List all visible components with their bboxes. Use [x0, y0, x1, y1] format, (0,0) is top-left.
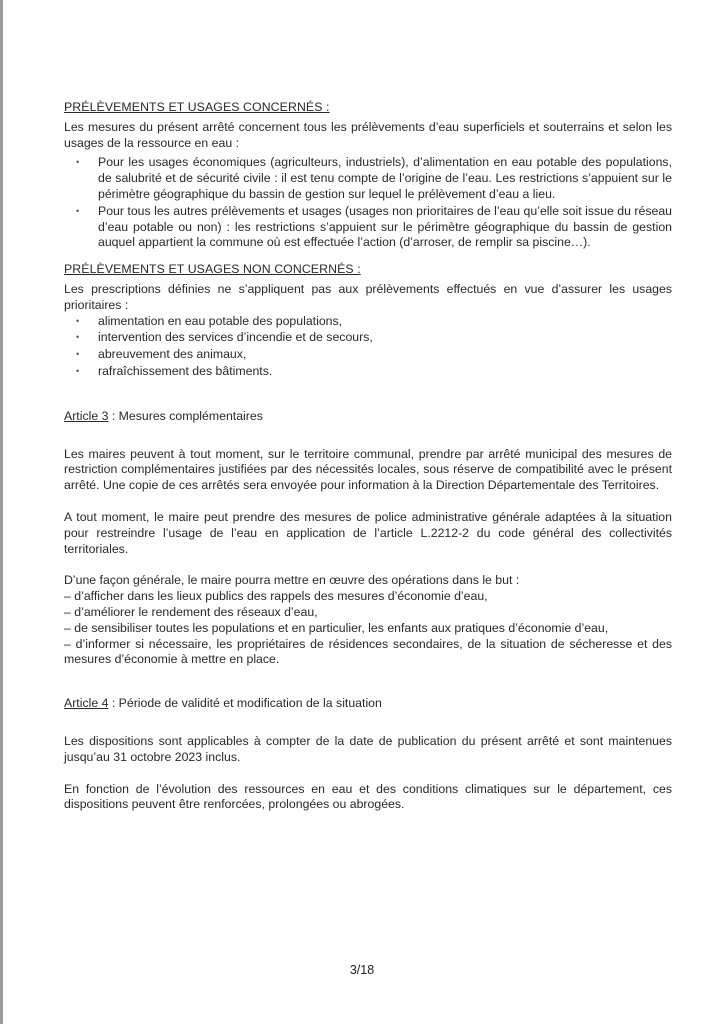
paragraph-non-concernes-intro: Les prescriptions définies ne s’appliquent pas aux prélèvements effectués en vue d’assurer les usages prioritaires :: [64, 281, 672, 312]
paragraph-concernes-intro: Les mesures du présent arrêté concernent tous les prélèvements d’eau superficiels et souterrains et selon les usages de la ressource en eau :: [64, 119, 672, 150]
article-4-label: Article 4: [64, 696, 109, 711]
list-item: • Pour les usages économiques (agriculteurs, industriels), d’alimentation en eau potable des populations, de salubrité et de sécurité civile : il est tenu compte de l’origine de l’eau. Les restrictions s’appuient sur le périmètre géographique du bassin de gestion sur lequel le prélèvement d’eau a lieu.: [64, 155, 672, 202]
article-3-paragraph-3: D’une façon générale, le maire pourra mettre en œuvre des opérations dans le but :: [64, 573, 520, 588]
article-3-dash-list: [64, 589, 672, 668]
list-usages-concernes: [64, 155, 672, 251]
heading-usages-concernes: PRÉLÈVEMENTS ET USAGES CONCERNÉS :: [64, 100, 330, 114]
list-item: • Pour tous les autres prélèvements et usages (usages non prioritaires de l’eau qu’elle soit issue du réseau d’eau potable ou non) : les restrictions s’appuient sur le périmètre géographique du bassin de gestion auquel appartient la commune où est effectuée l’action (d’arroser, de remplir sa piscine…).: [64, 204, 672, 251]
document-body: [64, 100, 672, 813]
heading-usages-non-concernes: PRÉLÈVEMENTS ET USAGES NON CONCERNÉS :: [64, 262, 361, 277]
article-3-heading: : Mesures complémentaires: [108, 408, 263, 423]
list-item: • rafraîchissement des bâtiments.: [64, 364, 672, 380]
list-item: • alimentation en eau potable des populations,: [64, 314, 672, 330]
article-4-heading: : Période de validité et modification de la situation: [108, 696, 382, 711]
list-item: – d’informer si nécessaire, les propriétaires de résidences secondaires, de la situation de sécheresse et des mesures d’économie à mettre en place.: [64, 636, 672, 667]
page-edge: [0, 0, 3, 1024]
article-3-label: Article 3: [64, 408, 109, 423]
article-3-paragraph-2: A tout moment, le maire peut prendre des mesures de police administrative générale adaptées à la situation pour restreindre l’usage de l’eau en application de l’article L.2212-2 du code général des collectivités territoriales.: [64, 509, 672, 556]
article-4-paragraph-1: Les dispositions sont applicables à compter de la date de publication du présent arrêté et sont maintenues jusqu’au 31 octobre 2023 inclus.: [64, 733, 672, 764]
list-item: – de sensibiliser toutes les populations et en particulier, les enfants aux pratiques d’économie d’eau,: [64, 620, 609, 635]
list-item: – d’afficher dans les lieux publics des rappels des mesures d’économie d’eau,: [64, 589, 488, 604]
article-3-title: [64, 409, 672, 425]
page-number: 3/18: [349, 963, 375, 977]
article-4-title: [64, 696, 672, 712]
article-4-paragraph-2: En fonction de l’évolution des ressources en eau et des conditions climatiques sur le département, ces dispositions peuvent être renforcées, prolongées ou abrogées.: [64, 781, 672, 812]
article-3-paragraph-1: Les maires peuvent à tout moment, sur le territoire communal, prendre par arrêté municipal des mesures de restriction complémentaires justifiées par des nécessités locales, sous réserve de compatibilité avec le présent arrêté. Une copie de ces arrêtés sera envoyée pour information à la Direction Départementale des Territoires.: [64, 446, 672, 493]
list-item: – d’améliorer le rendement des réseaux d’eau,: [64, 604, 318, 619]
list-item: • intervention des services d’incendie et de secours,: [64, 330, 672, 346]
list-usages-non-concernes: [64, 314, 672, 380]
list-item: • abreuvement des animaux,: [64, 347, 672, 363]
